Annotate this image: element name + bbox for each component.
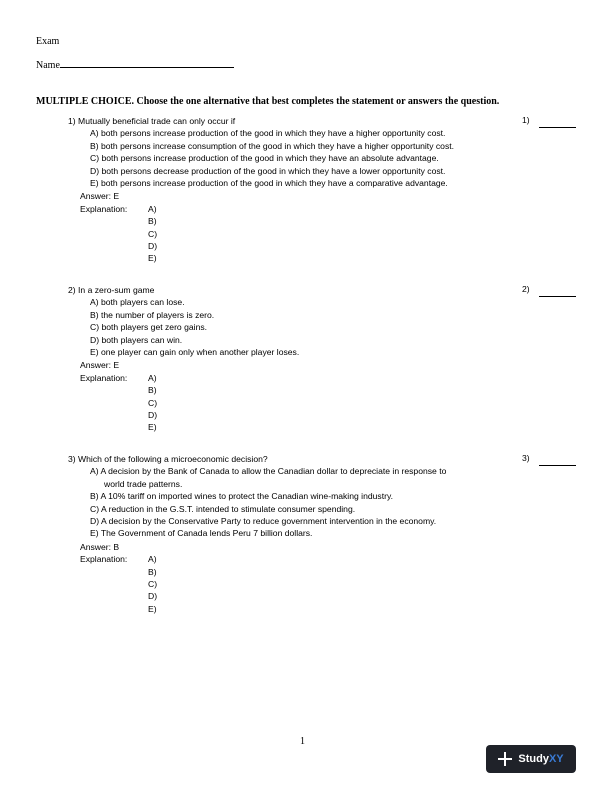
explanation-option-d: D) [148,410,158,421]
logo-text: Study [518,753,549,765]
logo-text-accent: XY [548,753,564,765]
option-c[interactable]: C) both players get zero gains. [90,322,208,333]
explanation-option-a: A) [148,554,157,565]
explanation [68,553,528,565]
exam-label: Exam [36,36,60,47]
explanation-option-d: D) [148,591,158,602]
option-b[interactable]: B) the number of players is zero. [90,309,215,320]
question-stem: 3) Which of the following a microeconomic decision? [68,454,268,464]
option-c[interactable]: C) both persons increase production of the good in which they have an absolute advantage. [90,153,439,164]
explanation-option-b: B) [148,216,157,227]
explanation-option-e: E) [148,253,157,264]
option-b[interactable]: B) both persons increase consumption of the good in which they have a higher opportunity cost. [90,140,455,151]
option-e[interactable]: E) one player can gain only when another player loses. [90,347,300,358]
answer-blank-3[interactable] [539,464,576,466]
explanation-option-d: D) [148,241,158,252]
studyxy-logo [486,745,576,773]
explanation-label: Explanation: [80,203,128,214]
explanation-option-c: C) [148,228,158,239]
answer-blank-1[interactable] [539,126,576,128]
name-label: Name [36,60,60,71]
option-d[interactable]: D) A decision by the Conservative Party to reduce government intervention in the economy. [90,516,437,527]
answer: Answer: E [80,191,120,202]
explanation-option-b: B) [148,385,157,396]
option-d[interactable]: D) both players can win. [90,334,183,345]
explanation-option-e: E) [148,422,157,433]
answer-number-3: 3) [522,453,530,463]
option-e[interactable]: E) both persons increase production of the good in which they have a comparative advantage. [90,178,448,189]
plus-icon [498,752,512,766]
explanation-option-b: B) [148,566,157,577]
question-3 [68,453,528,615]
explanation-label: Explanation: [80,372,128,383]
explanation [68,372,528,384]
question-stem: 1) Mutually beneficial trade can only occur if [68,116,236,126]
explanation [68,203,528,215]
instructions-heading: MULTIPLE CHOICE. Choose the one alternative that best completes the statement or answers the question. [36,96,500,107]
explanation-option-c: C) [148,579,158,590]
answer-blank-2[interactable] [539,295,576,297]
option-b[interactable]: B) A 10% tariff on imported wines to protect the Canadian wine-making industry. [90,491,394,502]
explanation-option-a: A) [148,203,157,214]
explanation-option-a: A) [148,372,157,383]
question-1 [68,115,528,265]
name-blank-line[interactable] [60,58,234,68]
question-2 [68,284,528,434]
answer-number-2: 2) [522,284,530,294]
question-stem: 2) In a zero-sum game [68,285,155,295]
answer: Answer: B [80,541,120,552]
option-c[interactable]: C) A reduction in the G.S.T. intended to stimulate consumer spending. [90,503,356,514]
option-e[interactable]: E) The Government of Canada lends Peru 7 billion dollars. [90,528,313,539]
answer: Answer: E [80,360,120,371]
explanation-option-c: C) [148,397,158,408]
explanation-option-e: E) [148,603,157,614]
option-a-continued: world trade patterns. [104,478,183,489]
answer-number-1: 1) [522,115,530,125]
option-a[interactable]: A) both persons increase production of the good in which they have a higher opportunity cost. [90,128,446,139]
page-number: 1 [300,736,305,747]
option-a[interactable]: A) A decision by the Bank of Canada to allow the Canadian dollar to depreciate in response to [90,466,447,477]
option-d[interactable]: D) both persons decrease production of the good in which they have a lower opportunity cost. [90,165,446,176]
option-a[interactable]: A) both players can lose. [90,297,185,308]
name-field[interactable] [36,58,234,71]
explanation-label: Explanation: [80,554,128,565]
